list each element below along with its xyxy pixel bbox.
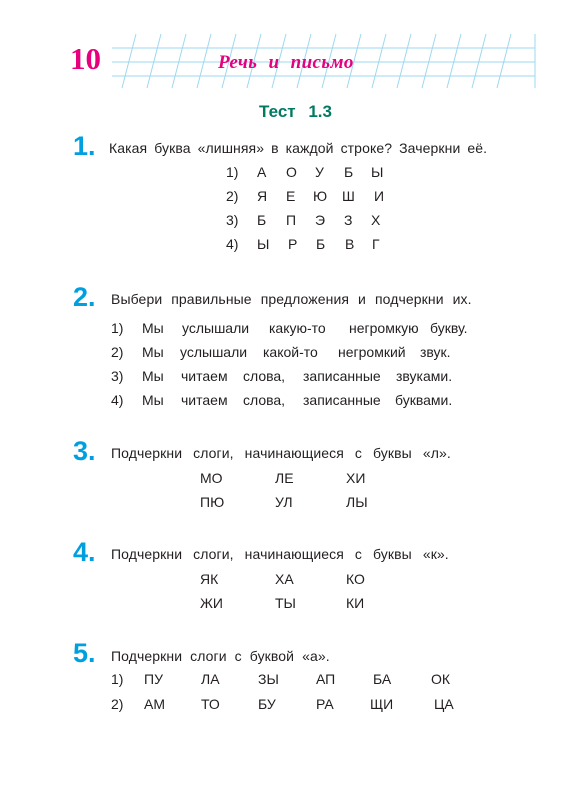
word: звуками. xyxy=(396,368,453,384)
task-number: 5. xyxy=(73,638,96,668)
word: слова, xyxy=(243,392,286,408)
syllable[interactable]: ЛЫ xyxy=(346,494,368,510)
word: слова, xyxy=(243,368,286,384)
letter[interactable]: П xyxy=(286,212,297,228)
syllable[interactable]: УЛ xyxy=(275,494,293,510)
syllable[interactable]: ЛА xyxy=(201,671,220,687)
row-label: 2) xyxy=(111,696,124,712)
word: букву. xyxy=(430,320,468,336)
task-number: 1. xyxy=(73,131,96,161)
syllable[interactable]: ЖИ xyxy=(200,595,223,611)
letter[interactable]: Г xyxy=(372,236,380,252)
letter[interactable]: И xyxy=(374,188,385,204)
letter[interactable]: Ы xyxy=(257,236,270,252)
row-label: 4) xyxy=(226,236,239,252)
task-number: 4. xyxy=(73,537,96,567)
syllable[interactable]: ЯК xyxy=(200,571,219,587)
word: звук. xyxy=(420,344,451,360)
syllable[interactable]: ЦА xyxy=(434,696,454,712)
syllable[interactable]: ЩИ xyxy=(370,696,394,712)
syllable[interactable]: ПУ xyxy=(144,671,163,687)
syllable[interactable]: АП xyxy=(316,671,336,687)
letter[interactable]: Х xyxy=(371,212,381,228)
word: негромкий xyxy=(338,344,406,360)
task-instruction: Подчеркни слоги, начинающиеся с буквы «к». xyxy=(111,546,449,562)
section-title: Речь и письмо xyxy=(218,52,354,73)
syllable[interactable]: КИ xyxy=(346,595,365,611)
row-label: 1) xyxy=(111,671,124,687)
task-number: 3. xyxy=(73,436,96,466)
word: Мы xyxy=(142,368,164,384)
word: Мы xyxy=(142,392,164,408)
letter[interactable]: А xyxy=(257,164,267,180)
row-label: 3) xyxy=(226,212,239,228)
word: читаем xyxy=(181,392,228,408)
syllable[interactable]: ХИ xyxy=(346,470,366,486)
word: Мы xyxy=(142,320,164,336)
letter[interactable]: Ш xyxy=(342,188,355,204)
syllable[interactable]: ТО xyxy=(201,696,220,712)
syllable[interactable]: ОК xyxy=(431,671,451,687)
word: записанные xyxy=(303,368,381,384)
page-header xyxy=(0,30,571,90)
syllable[interactable]: БУ xyxy=(258,696,276,712)
task-instruction: Подчеркни слоги, начинающиеся с буквы «л». xyxy=(111,445,451,461)
letter[interactable]: У xyxy=(315,164,324,180)
option-label: 3) xyxy=(111,368,124,384)
word: записанные xyxy=(303,392,381,408)
task-instruction: Какая буква «лишняя» в каждой строке? Зачеркни её. xyxy=(109,140,488,156)
syllable[interactable]: МО xyxy=(200,470,223,486)
letter[interactable]: Б xyxy=(257,212,267,228)
option-label: 1) xyxy=(111,320,124,336)
syllable[interactable]: ЛЕ xyxy=(275,470,294,486)
syllable[interactable]: БА xyxy=(373,671,392,687)
syllable[interactable]: ХА xyxy=(275,571,294,587)
syllable[interactable]: ПЮ xyxy=(200,494,225,510)
letter[interactable]: Е xyxy=(286,188,296,204)
letter[interactable]: Б xyxy=(316,236,326,252)
letter[interactable]: Я xyxy=(257,188,268,204)
word: какой-то xyxy=(263,344,318,360)
syllable[interactable]: РА xyxy=(316,696,334,712)
letter[interactable]: Э xyxy=(315,212,326,228)
word: услышали xyxy=(180,344,248,360)
row-label: 1) xyxy=(226,164,239,180)
syllable[interactable]: ТЫ xyxy=(275,595,296,611)
word: какую-то xyxy=(269,320,326,336)
word: читаем xyxy=(181,368,228,384)
test-title: Тест 1.3 xyxy=(259,102,332,121)
word: Мы xyxy=(142,344,164,360)
page-number: 10 xyxy=(70,41,101,76)
row-label: 2) xyxy=(226,188,239,204)
task-instruction: Выбери правильные предложения и подчеркни их. xyxy=(111,291,472,307)
option-label: 4) xyxy=(111,392,124,408)
task-number: 2. xyxy=(73,282,96,312)
syllable[interactable]: ЗЫ xyxy=(258,671,279,687)
option-label: 2) xyxy=(111,344,124,360)
letter[interactable]: З xyxy=(344,212,353,228)
syllable[interactable]: КО xyxy=(346,571,365,587)
letter[interactable]: О xyxy=(286,164,297,180)
letter[interactable]: Ы xyxy=(371,164,384,180)
letter[interactable]: Ю xyxy=(313,188,328,204)
word: негромкую xyxy=(349,320,419,336)
letter[interactable]: Б xyxy=(344,164,354,180)
word: буквами. xyxy=(395,392,453,408)
task-instruction: Подчеркни слоги с буквой «а». xyxy=(111,648,330,664)
letter[interactable]: В xyxy=(345,236,355,252)
word: услышали xyxy=(182,320,250,336)
syllable[interactable]: АМ xyxy=(144,696,165,712)
letter[interactable]: Р xyxy=(288,236,298,252)
